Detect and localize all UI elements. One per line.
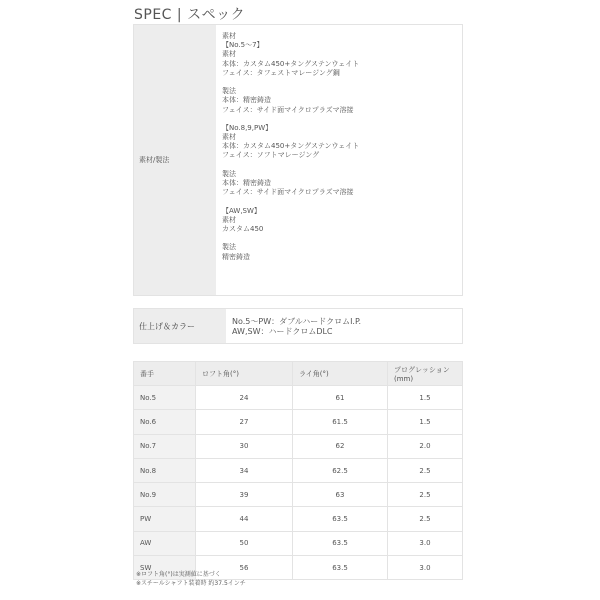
spec-line — [222, 115, 462, 124]
lie-cell: 63.5 — [293, 556, 388, 580]
lie-cell: 62 — [293, 434, 388, 458]
loft-table-header-row — [134, 362, 463, 386]
loft-cell: 56 — [196, 556, 293, 580]
spec-line — [222, 161, 462, 170]
spec-line — [222, 78, 462, 87]
table-row — [134, 483, 463, 507]
lie-cell: 61 — [293, 386, 388, 410]
spec-label: 素材/製法 — [134, 25, 216, 295]
progression-cell: 3.0 — [388, 531, 463, 555]
spec-line — [222, 234, 462, 243]
lie-cell: 63.5 — [293, 507, 388, 531]
header-club-number: 番手 — [134, 362, 196, 386]
page-title: SPEC | スペック — [134, 7, 246, 23]
table-row — [134, 386, 463, 410]
footnote: ※スチールシャフト装着時 約37.5インチ — [136, 580, 246, 587]
spec-line: フェイス：タフェストマレージング鋼 — [222, 68, 340, 77]
club-number-cell: No.8 — [134, 458, 196, 482]
spec-line: 【No.5～7】 — [222, 41, 264, 50]
club-number-cell: No.6 — [134, 410, 196, 434]
spec-line: 素材 — [222, 133, 236, 142]
loft-cell: 24 — [196, 386, 293, 410]
spec-line: 素材 — [222, 32, 236, 40]
finish-label: 仕上げ＆カラー — [134, 309, 226, 343]
club-number-cell: PW — [134, 507, 196, 531]
spec-line: 本体：カスタム450+タングステンウェイト — [222, 59, 360, 68]
progression-cell: 2.0 — [388, 434, 463, 458]
loft-table — [133, 361, 463, 580]
loft-cell: 34 — [196, 458, 293, 482]
progression-cell: 1.5 — [388, 410, 463, 434]
finish-line: AW,SW：ハードクロムDLC — [232, 327, 333, 336]
loft-cell: 30 — [196, 434, 293, 458]
spec-line: 本体：カスタム450+タングステンウェイト — [222, 142, 360, 151]
progression-cell: 3.0 — [388, 556, 463, 580]
table-row — [134, 410, 463, 434]
table-row — [134, 531, 463, 555]
lie-cell: 62.5 — [293, 458, 388, 482]
progression-cell: 2.5 — [388, 458, 463, 482]
finish-line: No.5～PW：ダブルハードクロムI.P. — [232, 317, 362, 326]
spec-line — [222, 197, 462, 206]
table-row — [134, 507, 463, 531]
table-row — [134, 434, 463, 458]
footnote: ※ロフト角(°)は実測値に基づく — [136, 571, 221, 578]
spec-line: 本体：精密鋳造 — [222, 96, 271, 105]
club-number-cell: AW — [134, 531, 196, 555]
spec-line: 本体：精密鋳造 — [222, 179, 271, 187]
spec-line: 素材 — [222, 215, 236, 224]
lie-cell: 63.5 — [293, 531, 388, 555]
spec-line: フェイス：ソフトマレージング — [222, 151, 320, 160]
loft-table-body — [134, 386, 463, 580]
club-number-cell: SW — [134, 556, 196, 580]
progression-cell: 2.5 — [388, 507, 463, 531]
spec-content — [216, 25, 462, 295]
club-number-cell: No.9 — [134, 483, 196, 507]
finish-table — [133, 308, 463, 344]
progression-cell: 2.5 — [388, 483, 463, 507]
lie-cell: 63 — [293, 483, 388, 507]
spec-line: カスタム450 — [222, 224, 264, 233]
loft-cell: 27 — [196, 410, 293, 434]
club-number-cell: No.7 — [134, 434, 196, 458]
spec-line: 【No.8,9,PW】 — [222, 123, 273, 132]
spec-line: 素材 — [222, 50, 236, 59]
loft-cell: 50 — [196, 531, 293, 555]
header-lie: ライ角(°) — [293, 362, 388, 386]
finish-content — [226, 309, 462, 343]
spec-line: フェイス：サイド面マイクロプラズマ溶接 — [222, 105, 354, 114]
footnotes — [136, 570, 246, 588]
progression-cell: 1.5 — [388, 386, 463, 410]
loft-cell: 39 — [196, 483, 293, 507]
spec-line: 製法 — [222, 243, 236, 252]
lie-cell: 61.5 — [293, 410, 388, 434]
club-number-cell: No.5 — [134, 386, 196, 410]
table-row — [134, 458, 463, 482]
spec-line: 【AW,SW】 — [222, 206, 261, 215]
spec-table — [133, 24, 463, 296]
spec-line: 精密鋳造 — [222, 252, 250, 261]
spec-line: フェイス：サイド面マイクロプラズマ溶接 — [222, 188, 354, 197]
spec-line: 製法 — [222, 169, 236, 178]
loft-cell: 44 — [196, 507, 293, 531]
header-progression: プログレッション(mm) — [388, 362, 463, 386]
spec-line: 製法 — [222, 87, 236, 96]
header-loft: ロフト角(°) — [196, 362, 293, 386]
